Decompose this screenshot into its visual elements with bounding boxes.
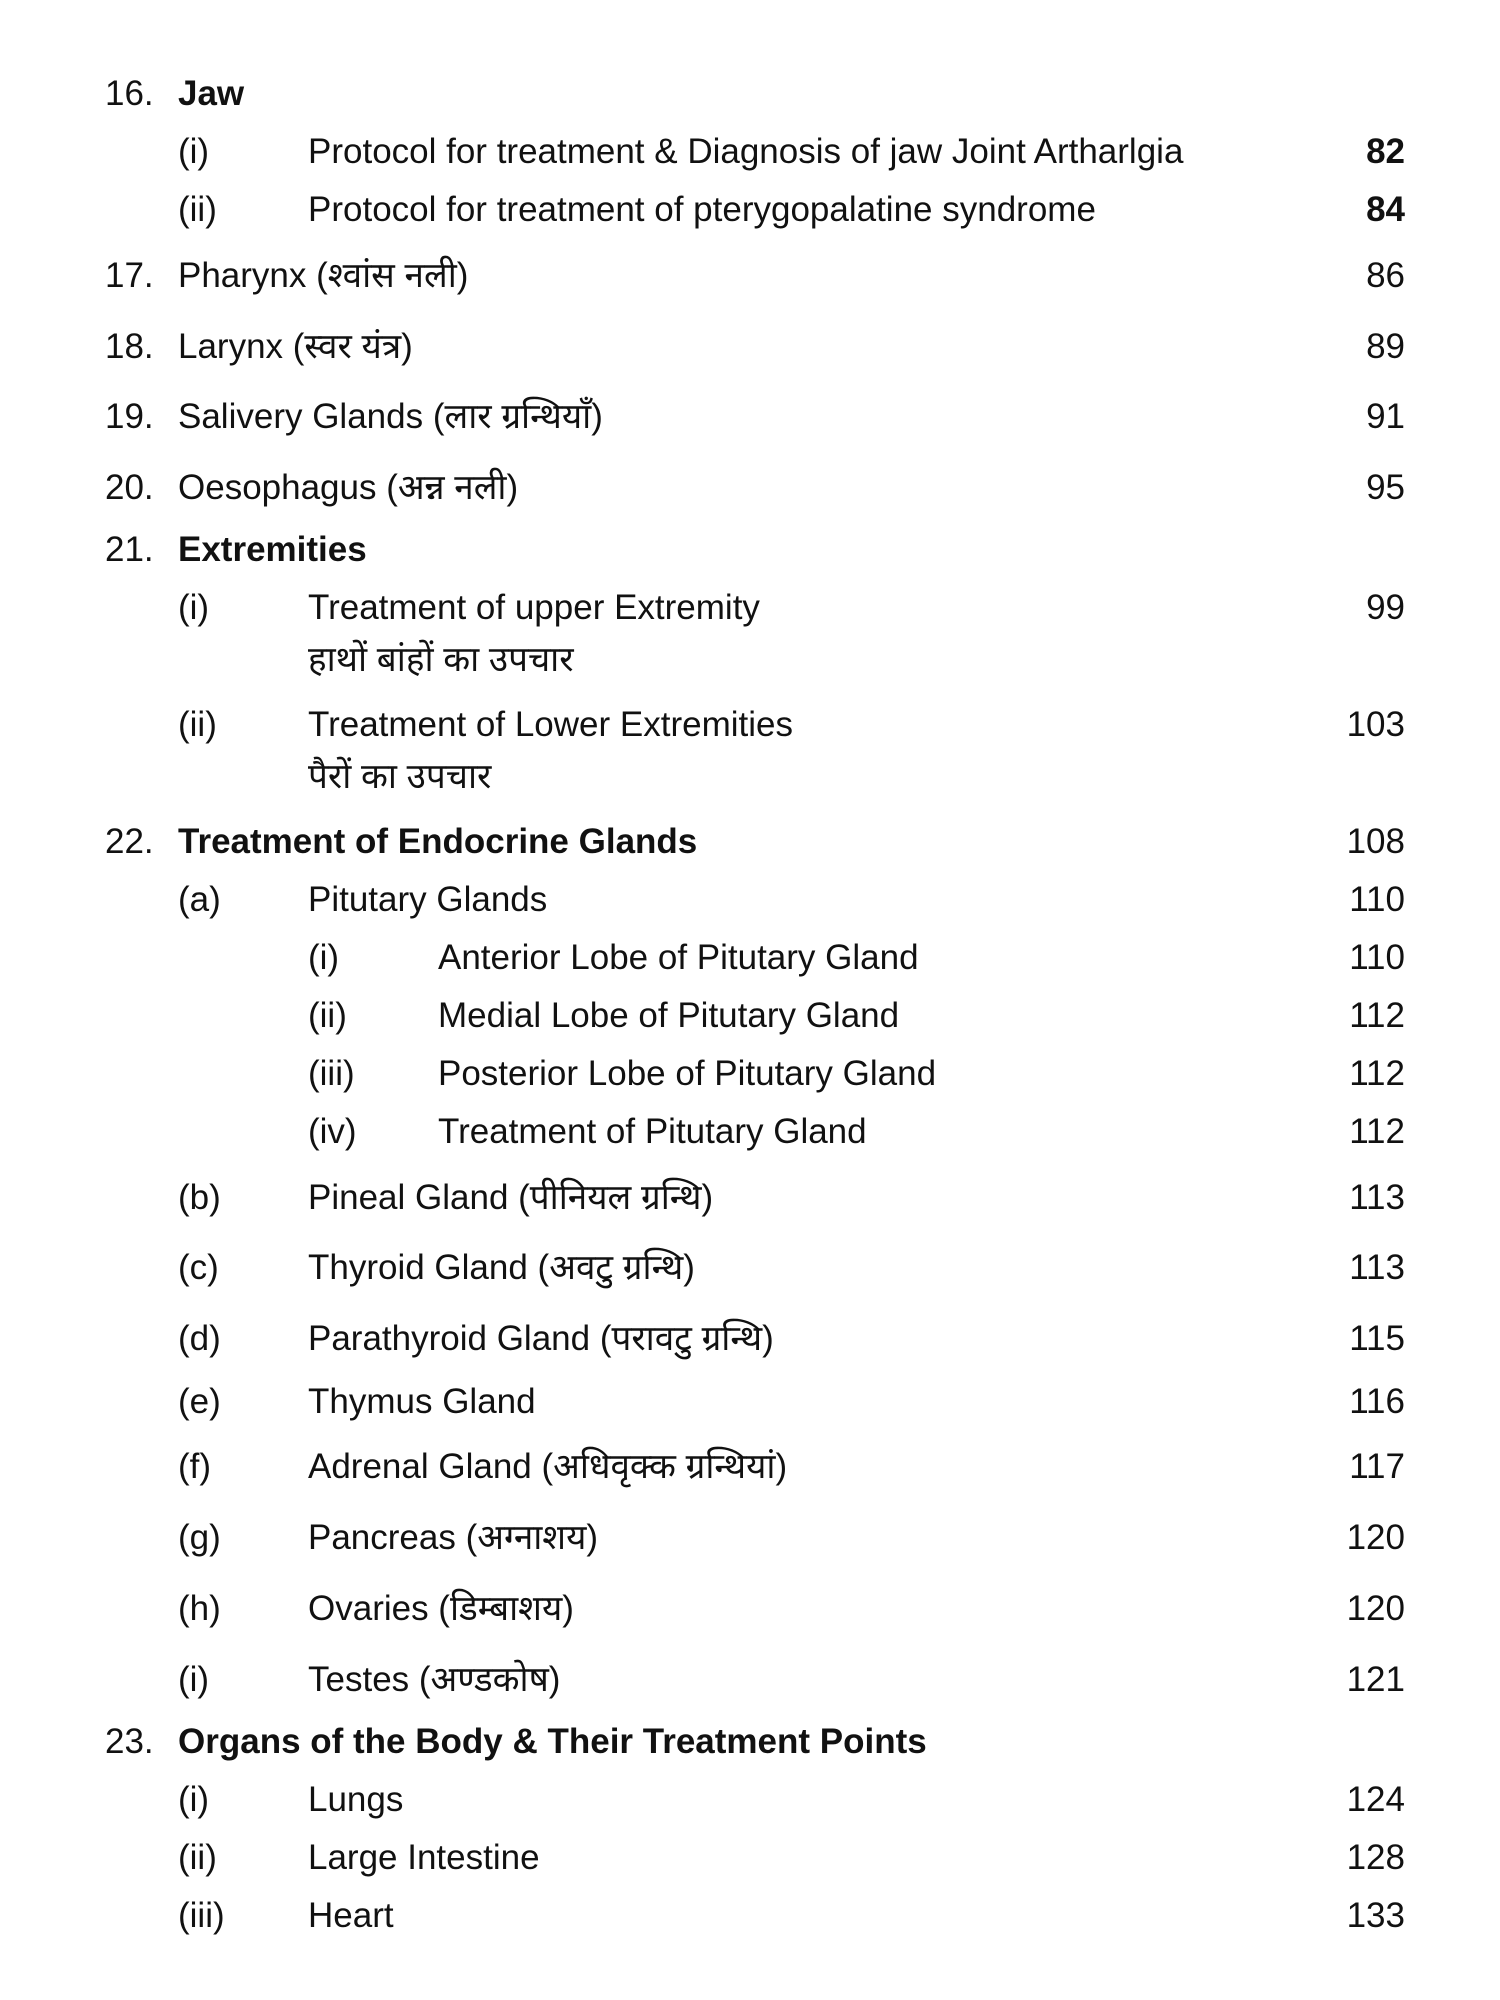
entry-title: Protocol for treatment & Diagnosis of jaw Joint Artharlgia (308, 132, 1184, 171)
entry-title: Large Intestine (308, 1838, 540, 1877)
entry-title: Larynx (स्वर यंत्र) (178, 327, 413, 366)
entry-title: Pineal Gland (पीनियल ग्रन्थि) (308, 1178, 714, 1217)
entry-page-number: 82 (1366, 132, 1405, 171)
entry-title: Ovaries (डिम्बाशय) (308, 1589, 574, 1628)
entry-page-number: 113 (1349, 1178, 1405, 1217)
entry-marker: (e) (178, 1382, 221, 1421)
entry-title-block (308, 586, 760, 682)
entry-page-number: 133 (1346, 1896, 1405, 1935)
entry-number: 21. (105, 530, 154, 569)
entry-heading: Treatment of Endocrine Glands (178, 822, 698, 861)
entry-title: Pitutary Glands (308, 880, 548, 919)
entry-title: Pancreas (अग्नाशय) (308, 1518, 599, 1557)
entry-title: Treatment of Pitutary Gland (438, 1112, 867, 1151)
entry-marker: (g) (178, 1518, 221, 1557)
entry-page-number: 113 (1349, 1248, 1405, 1287)
entry-title: Medial Lobe of Pitutary Gland (438, 996, 900, 1035)
entry-marker: (c) (178, 1248, 219, 1287)
entry-title: Testes (अण्डकोष) (308, 1660, 561, 1699)
entry-number: 20. (105, 468, 154, 507)
entry-title: Pharynx (श्वांस नली) (178, 256, 469, 295)
entry-page-number: 120 (1346, 1518, 1405, 1557)
entry-title: Anterior Lobe of Pitutary Gland (438, 938, 919, 977)
entry-marker: (iii) (308, 1054, 355, 1093)
entry-title: Adrenal Gland (अधिवृक्क ग्रन्थियां) (308, 1447, 788, 1486)
entry-number: 17. (105, 256, 154, 295)
entry-marker: (ii) (178, 190, 217, 229)
entry-marker: (i) (178, 132, 210, 171)
entry-page-number: 86 (1366, 256, 1405, 295)
entry-page-number: 128 (1346, 1838, 1405, 1877)
entry-page-number: 99 (1366, 588, 1405, 627)
entry-marker: (i) (178, 588, 210, 627)
entry-title: Parathyroid Gland (परावटु ग्रन्थि) (308, 1319, 774, 1358)
entry-page-number: 108 (1346, 822, 1405, 861)
entry-title: Oesophagus (अन्न नली) (178, 468, 519, 507)
entry-page-number: 115 (1349, 1319, 1405, 1358)
entry-title: Thymus Gland (308, 1382, 536, 1421)
entry-number: 23. (105, 1722, 154, 1761)
entry-heading: Extremities (178, 530, 367, 569)
entry-number: 22. (105, 822, 154, 861)
entry-page-number: 110 (1349, 880, 1405, 919)
entry-page-number: 116 (1349, 1382, 1405, 1421)
entry-page-number: 84 (1366, 190, 1405, 229)
entry-heading: Organs of the Body & Their Treatment Points (178, 1722, 927, 1761)
entry-page-number: 110 (1349, 938, 1405, 977)
entry-title: Posterior Lobe of Pitutary Gland (438, 1054, 937, 1093)
entry-marker: (a) (178, 880, 221, 919)
entry-marker: (iv) (308, 1112, 357, 1151)
entry-marker: (b) (178, 1178, 221, 1217)
entry-marker: (i) (178, 1660, 210, 1699)
entry-title: Thyroid Gland (अवटु ग्रन्थि) (308, 1248, 695, 1287)
entry-page-number: 120 (1346, 1589, 1405, 1628)
entry-title: Treatment of Lower Extremities (308, 705, 793, 744)
entry-page-number: 95 (1366, 468, 1405, 507)
entry-title: Salivery Glands (लार ग्रन्थियाँ) (178, 397, 603, 436)
entry-marker: (iii) (178, 1896, 225, 1935)
entry-title: Lungs (308, 1780, 404, 1819)
entry-number: 16. (105, 74, 154, 113)
entry-page-number: 91 (1366, 397, 1405, 436)
entry-title-block (308, 703, 793, 799)
entry-page-number: 124 (1346, 1780, 1405, 1819)
entry-marker: (h) (178, 1589, 221, 1628)
entry-page-number: 121 (1346, 1660, 1405, 1699)
entry-marker: (i) (308, 938, 340, 977)
entry-marker: (f) (178, 1447, 212, 1486)
entry-page-number: 112 (1349, 1112, 1405, 1151)
entry-title-hindi: पैरों का उपचार (308, 757, 492, 796)
entry-marker: (ii) (178, 705, 217, 744)
entry-marker: (d) (178, 1319, 221, 1358)
entry-marker: (i) (178, 1780, 210, 1819)
entry-title-hindi: हाथों बांहों का उपचार (308, 640, 574, 679)
entry-marker: (ii) (178, 1838, 217, 1877)
entry-marker: (ii) (308, 996, 347, 1035)
entry-heading: Jaw (178, 74, 245, 113)
entry-title: Protocol for treatment of pterygopalatine syndrome (308, 190, 1096, 229)
entry-page-number: 103 (1346, 705, 1405, 744)
entry-page-number: 112 (1349, 1054, 1405, 1093)
entry-title: Treatment of upper Extremity (308, 588, 760, 627)
entry-page-number: 89 (1366, 327, 1405, 366)
entry-number: 19. (105, 397, 154, 436)
entry-page-number: 112 (1349, 996, 1405, 1035)
entry-number: 18. (105, 327, 154, 366)
entry-page-number: 117 (1349, 1447, 1405, 1486)
entry-title: Heart (308, 1896, 394, 1935)
